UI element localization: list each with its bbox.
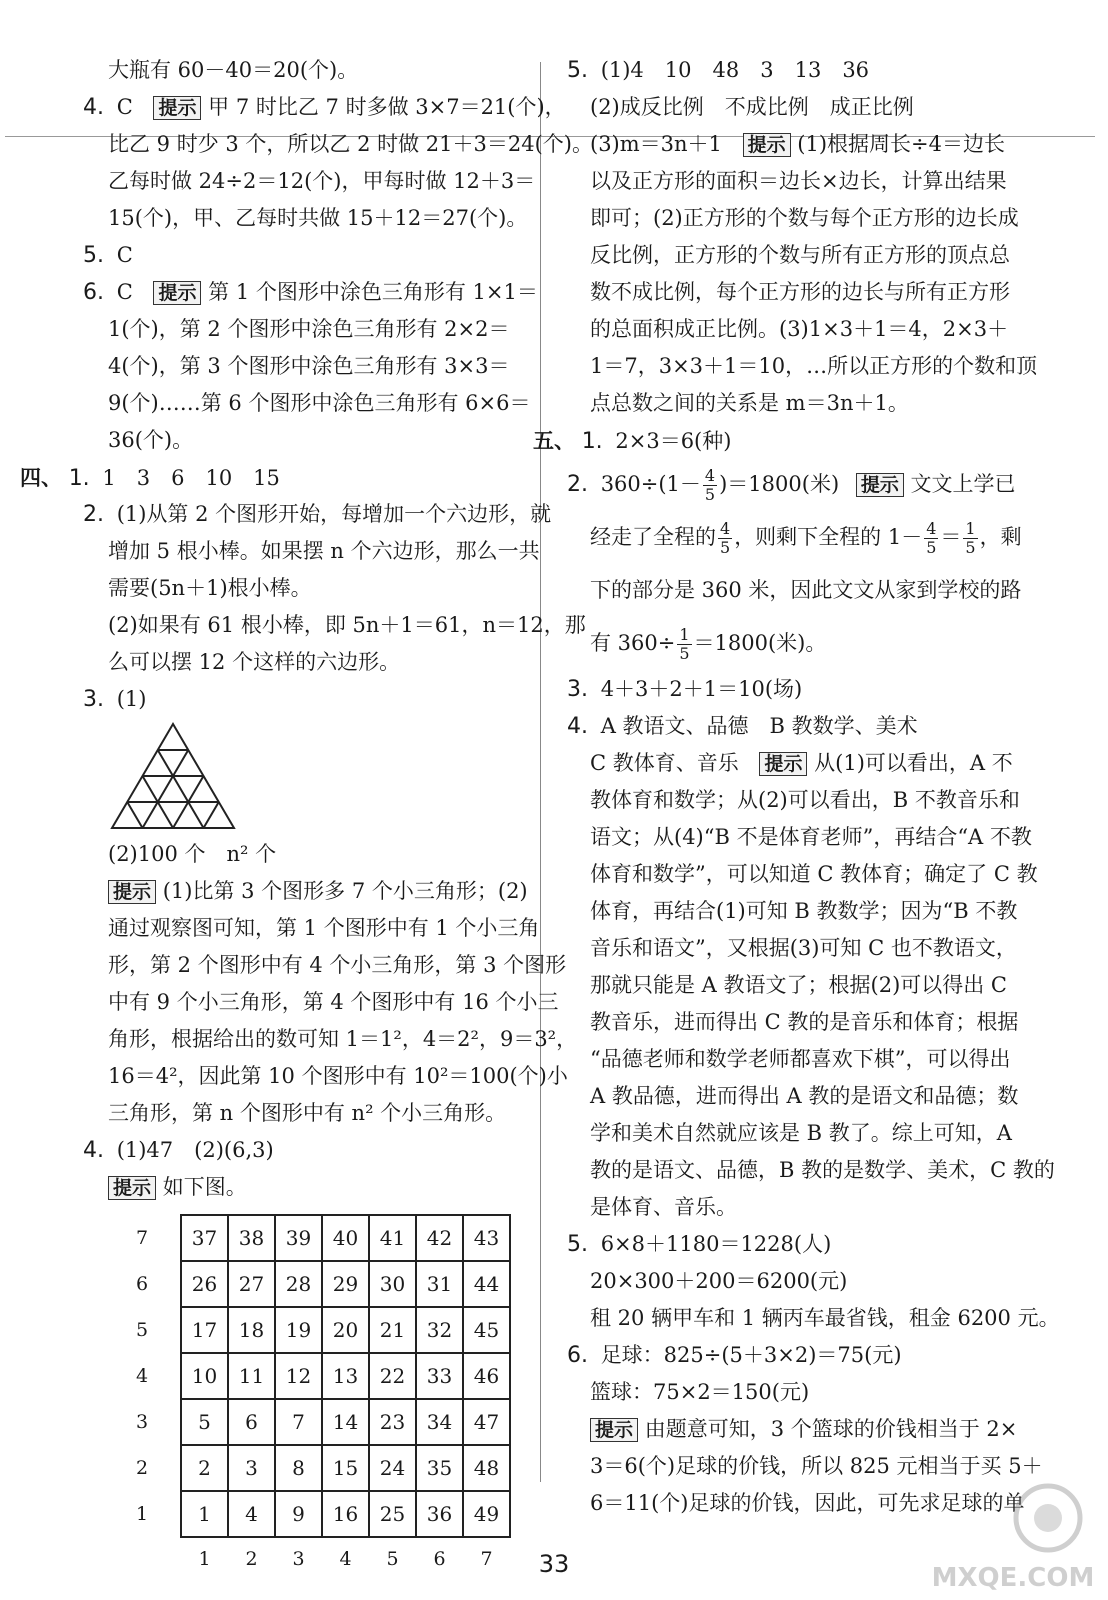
text-part: ，剩 bbox=[979, 525, 1022, 549]
text-line: 下的部分是 360 米，因此文文从家到学校的路 bbox=[590, 578, 1022, 602]
hint-text: (1)根据周长÷4＝边长 bbox=[797, 132, 1005, 156]
text-line: 6×8＋1180＝1228(人) bbox=[600, 1232, 832, 1256]
grid-cell: 17 bbox=[181, 1307, 228, 1353]
grid-cell: 23 bbox=[369, 1399, 416, 1445]
text-line: 即可；(2)正方形的个数与每个正方形的边长成 bbox=[590, 206, 1019, 230]
grid-cell: 46 bbox=[463, 1353, 510, 1399]
grid-cell: 14 bbox=[322, 1399, 369, 1445]
text-part: ＝ bbox=[940, 525, 962, 549]
grid-cell: 4 bbox=[228, 1491, 275, 1537]
hint-label: 提示 bbox=[108, 1176, 156, 1200]
hint-text: 第 1 个图形中涂色三角形有 1×1＝ bbox=[208, 280, 538, 304]
grid-row bbox=[136, 1491, 510, 1537]
hint-label: 提示 bbox=[856, 473, 904, 497]
question-number: 2. bbox=[567, 472, 588, 497]
answer-5-4 bbox=[567, 708, 1057, 745]
text-line: 体育，再结合(1)可知 B 教数学；因为“B 不教 bbox=[590, 899, 1018, 923]
grid-cell: 16 bbox=[322, 1491, 369, 1537]
grid-cell: 20 bbox=[322, 1307, 369, 1353]
text-line: 比乙 9 时少 3 个，所以乙 2 时做 21＋3＝24(个)。 bbox=[108, 132, 593, 156]
question-number: 4. bbox=[83, 95, 104, 120]
answer-5-6 bbox=[567, 1337, 1057, 1374]
grid-cell: 38 bbox=[228, 1215, 275, 1261]
text-line: (3)m＝3n＋1 bbox=[590, 132, 722, 156]
text-line: 租 20 辆甲车和 1 辆丙车最省钱，租金 6200 元。 bbox=[590, 1306, 1060, 1330]
formula-part: 360÷(1－ bbox=[600, 472, 701, 496]
grid-cell: 5 bbox=[181, 1399, 228, 1445]
text-line: 体育和数学”，可以知道 C 教体育；确定了 C 教 bbox=[590, 862, 1038, 886]
grid-row bbox=[136, 1445, 510, 1491]
question-number: 1. bbox=[68, 466, 90, 491]
text-line: 么可以摆 12 个这样的六边形。 bbox=[108, 650, 401, 674]
text-line: 增加 5 根小棒。如果摆 n 个六边形，那么一共 bbox=[108, 539, 540, 563]
hint-label: 提示 bbox=[153, 96, 201, 120]
grid-cell: 36 bbox=[416, 1491, 463, 1537]
x-axis-label: 4 bbox=[339, 1548, 352, 1570]
text-line: 15(个)，甲、乙每时共做 15＋12＝27(个)。 bbox=[108, 206, 528, 230]
question-number: 4. bbox=[83, 1138, 104, 1163]
hint-label: 提示 bbox=[590, 1418, 638, 1442]
text-part: ，则剩下全程的 1－ bbox=[734, 525, 923, 549]
text-line: (2)100 个 n² 个 bbox=[108, 842, 277, 866]
answer-text: 4＋3＋2＋1＝10(场) bbox=[600, 677, 803, 701]
text-part: ＝1800(米)。 bbox=[693, 631, 827, 655]
text-line: 教体育和数学；从(2)可以看出，B 不教音乐和 bbox=[590, 788, 1020, 812]
fraction-4-5: $\frac{4}{5}$ bbox=[720, 519, 731, 557]
hint-line bbox=[567, 126, 1057, 163]
grid-cell: 47 bbox=[463, 1399, 510, 1445]
section-five bbox=[533, 422, 1057, 459]
grid-cell: 33 bbox=[416, 1353, 463, 1399]
y-axis-label: 4 bbox=[136, 1364, 149, 1387]
grid-cell: 45 bbox=[463, 1307, 510, 1353]
grid-cell: 7 bbox=[275, 1399, 322, 1445]
grid-cell: 2 bbox=[181, 1445, 228, 1491]
grid-row bbox=[136, 1307, 510, 1353]
grid-row bbox=[136, 1399, 510, 1445]
question-number: 3. bbox=[83, 687, 104, 712]
question-number: 3. bbox=[567, 677, 588, 702]
y-axis-label: 6 bbox=[136, 1272, 149, 1295]
text-line: 那就只能是 A 教语文了；根据(2)可以得出 C bbox=[590, 973, 1008, 997]
grid-cell: 12 bbox=[275, 1353, 322, 1399]
section-label: 五、 bbox=[533, 428, 575, 453]
grid-cell: 37 bbox=[181, 1215, 228, 1261]
grid-cell: 8 bbox=[275, 1445, 322, 1491]
right-column bbox=[533, 52, 1060, 1522]
left-column bbox=[20, 52, 593, 1581]
grid-cell: 15 bbox=[322, 1445, 369, 1491]
question-number: 5. bbox=[83, 243, 104, 268]
fraction-1-5: $\frac{1}{5}$ bbox=[679, 625, 690, 663]
text-line: 中有 9 个小三角形，第 4 个图形中有 16 个小三 bbox=[108, 990, 559, 1014]
y-axis-label: 5 bbox=[136, 1318, 149, 1341]
question-number: 5. bbox=[567, 1232, 588, 1257]
text-line: (1)从第 2 个图形开始，每增加一个六边形，就 bbox=[116, 502, 552, 526]
text-line: 通过观察图可知，第 1 个图形中有 1 个小三角 bbox=[108, 916, 540, 940]
answer-5 bbox=[60, 237, 530, 274]
x-axis-label: 2 bbox=[245, 1548, 258, 1570]
grid-cell: 24 bbox=[369, 1445, 416, 1491]
answer-6 bbox=[60, 274, 538, 311]
text-line: 形，第 2 个图形中有 4 个小三角形，第 3 个图形 bbox=[108, 953, 567, 977]
grid-cell: 26 bbox=[181, 1261, 228, 1307]
grid-cell: 40 bbox=[322, 1215, 369, 1261]
text-line: 4(个)，第 3 个图形中涂色三角形有 3×3＝ bbox=[108, 354, 510, 378]
section-four bbox=[20, 459, 530, 496]
question-number: 4. bbox=[567, 714, 588, 739]
y-axis-label: 3 bbox=[136, 1410, 149, 1433]
grid-cell: 41 bbox=[369, 1215, 416, 1261]
hint-label: 提示 bbox=[759, 752, 807, 776]
formula-part: )＝1800(米) bbox=[719, 472, 840, 496]
text-line: 20×300＋200＝6200(元) bbox=[590, 1269, 848, 1293]
answer-text: 1 3 6 10 15 bbox=[102, 466, 280, 490]
text-line: 需要(5n＋1)根小棒。 bbox=[108, 576, 312, 600]
grid-cell: 1 bbox=[181, 1491, 228, 1537]
grid-cell: 13 bbox=[322, 1353, 369, 1399]
text-line: 的总面积成正比例。(3)1×3＋1＝4，2×3＋ bbox=[590, 317, 1009, 341]
answer-choice: C bbox=[116, 243, 133, 267]
text-line: (1) bbox=[116, 687, 147, 711]
x-axis-label: 6 bbox=[433, 1548, 446, 1570]
grid-cell: 19 bbox=[275, 1307, 322, 1353]
hint-text: 由题意可知，3 个篮球的价钱相当于 2× bbox=[644, 1417, 1018, 1441]
text-line: 篮球：75×2＝150(元) bbox=[590, 1380, 810, 1404]
fraction-line bbox=[567, 509, 1057, 565]
text-line: 教音乐，进而得出 C 教的是音乐和体育；根据 bbox=[590, 1010, 1019, 1034]
grid-cell: 30 bbox=[369, 1261, 416, 1307]
x-axis-label: 7 bbox=[480, 1548, 493, 1570]
y-axis-label: 7 bbox=[136, 1226, 149, 1249]
hint-line bbox=[60, 873, 530, 910]
fraction-4-5: $\frac{4}{5}$ bbox=[926, 519, 937, 557]
answer-4-2 bbox=[60, 496, 552, 533]
page-number: 33 bbox=[538, 1550, 570, 1578]
text-line: 角形，根据给出的数可知 1＝1²，4＝2²，9＝3²， bbox=[108, 1027, 578, 1051]
grid-cell: 32 bbox=[416, 1307, 463, 1353]
grid-cell: 31 bbox=[416, 1261, 463, 1307]
grid-cell: 9 bbox=[275, 1491, 322, 1537]
text-line: 点总数之间的关系是 m＝3n＋1。 bbox=[590, 391, 909, 415]
hint-text: 甲 7 时比乙 7 时多做 3×7＝21(个)， bbox=[208, 95, 566, 119]
text-line: 6＝11(个)足球的价钱，因此，可先求足球的单 bbox=[590, 1491, 1025, 1515]
answer-4 bbox=[60, 89, 566, 126]
question-number: 5. bbox=[567, 58, 588, 83]
text-line: 36(个)。 bbox=[108, 428, 194, 452]
grid-row bbox=[136, 1353, 510, 1399]
grid-cell: 29 bbox=[322, 1261, 369, 1307]
grid-cell: 6 bbox=[228, 1399, 275, 1445]
question-number: 6. bbox=[567, 1343, 588, 1368]
text-line: 3＝6(个)足球的价钱，所以 825 元相当于买 5＋ bbox=[590, 1454, 1043, 1478]
question-number: 2. bbox=[83, 502, 104, 527]
answer-5-2 bbox=[567, 459, 1057, 509]
grid-cell: 39 bbox=[275, 1215, 322, 1261]
answer-choice: C bbox=[116, 280, 133, 304]
fraction-1-5: $\frac{1}{5}$ bbox=[965, 519, 976, 557]
answer-5-5 bbox=[567, 1226, 1057, 1263]
text-line: A 教品德，进而得出 A 教的是语文和品德；数 bbox=[590, 1084, 1019, 1108]
text-part: 经走了全程的 bbox=[590, 525, 716, 549]
column-divider bbox=[540, 62, 541, 1482]
watermark-text: MXQE.COM bbox=[931, 1563, 1095, 1593]
hint-text: (1)比第 3 个图形多 7 个小三角形；(2) bbox=[162, 879, 528, 903]
number-grid bbox=[136, 1214, 511, 1581]
text-line: 学和美术自然就应该是 B 教了。综上可知，A bbox=[590, 1121, 1012, 1145]
hint-line bbox=[567, 745, 1057, 782]
text-line: 以及正方形的面积＝边长×边长，计算出结果 bbox=[590, 169, 1007, 193]
hint-text: 文文上学已 bbox=[910, 472, 1016, 496]
y-axis-label: 1 bbox=[136, 1502, 149, 1525]
text-part: 有 360÷ bbox=[590, 631, 676, 655]
section-label: 四、 bbox=[20, 465, 62, 490]
watermark-logo bbox=[928, 1478, 1098, 1596]
text-line: 16＝4²，因此第 10 个图形中有 10²＝100(个)小 bbox=[108, 1064, 568, 1088]
text-line: A 教语文、品德 B 教数学、美术 bbox=[600, 714, 918, 738]
text-line: (1)4 10 48 3 13 36 bbox=[600, 58, 870, 82]
text-line: 教的是语文、品德，B 教的是数学、美术，C 教的 bbox=[590, 1158, 1055, 1182]
text-line: 9(个)……第 6 个图形中涂色三角形有 6×6＝ bbox=[108, 391, 531, 415]
hint-label: 提示 bbox=[153, 281, 201, 305]
grid-cell: 11 bbox=[228, 1353, 275, 1399]
answer-4-4 bbox=[60, 1132, 530, 1169]
x-axis-label: 3 bbox=[292, 1548, 305, 1570]
grid-cell: 18 bbox=[228, 1307, 275, 1353]
x-axis-label: 1 bbox=[198, 1548, 211, 1570]
grid-cell: 27 bbox=[228, 1261, 275, 1307]
fraction-line bbox=[567, 615, 1057, 671]
text-line: 大瓶有 60－40＝20(个)。 bbox=[108, 58, 359, 82]
hint-text: 如下图。 bbox=[162, 1175, 247, 1199]
grid-row bbox=[136, 1261, 510, 1307]
grid-cell: 28 bbox=[275, 1261, 322, 1307]
grid-cell: 22 bbox=[369, 1353, 416, 1399]
text-line: (2)如果有 61 根小棒，即 5n＋1＝61，n＝12，那 bbox=[108, 613, 586, 637]
grid-cell: 43 bbox=[463, 1215, 510, 1261]
text-line: 1＝7，3×3＋1＝10，…所以正方形的个数和顶 bbox=[590, 354, 1038, 378]
text-line: (2)成反比例 不成比例 成正比例 bbox=[590, 95, 914, 119]
hint-line bbox=[567, 1411, 1057, 1448]
grid-cell: 21 bbox=[369, 1307, 416, 1353]
text-line: “品德老师和数学老师都喜欢下棋”，可以得出 bbox=[590, 1047, 1011, 1071]
hint-label: 提示 bbox=[743, 133, 791, 157]
text-line: C 教体育、音乐 bbox=[590, 751, 739, 775]
text-line: 1(个)，第 2 个图形中涂色三角形有 2×2＝ bbox=[108, 317, 510, 341]
y-axis-label: 2 bbox=[136, 1456, 149, 1479]
watermark-dot bbox=[1034, 1504, 1062, 1532]
grid-cell: 25 bbox=[369, 1491, 416, 1537]
grid-cell: 42 bbox=[416, 1215, 463, 1261]
text-line: 三角形，第 n 个图形中有 n² 个小三角形。 bbox=[108, 1101, 507, 1125]
text-line: 是体育、音乐。 bbox=[590, 1195, 737, 1219]
answer-choice: C bbox=[116, 95, 133, 119]
text-line: 音乐和语文”，又根据(3)可知 C 也不教语文， bbox=[590, 936, 1017, 960]
answer-text: 2×3＝6(种) bbox=[615, 429, 732, 453]
text-line: 数不成比例，每个正方形的边长与所有正方形 bbox=[590, 280, 1010, 304]
grid-cell: 44 bbox=[463, 1261, 510, 1307]
question-number: 6. bbox=[83, 280, 104, 305]
grid-cell: 48 bbox=[463, 1445, 510, 1491]
answer-5-3 bbox=[567, 671, 1057, 708]
text-line: (1)47 (2)(6,3) bbox=[116, 1138, 274, 1162]
hint-text: 从(1)可以看出，A 不 bbox=[814, 751, 1013, 775]
grid-cell: 3 bbox=[228, 1445, 275, 1491]
hint-label: 提示 bbox=[108, 880, 156, 904]
text-line: 语文；从(4)“B 不是体育老师”，再结合“A 不教 bbox=[590, 825, 1032, 849]
text-line: 反比例，正方形的个数与所有正方形的顶点总 bbox=[590, 243, 1010, 267]
grid-cell: 49 bbox=[463, 1491, 510, 1537]
text-line: 足球：825÷(5＋3×2)＝75(元) bbox=[600, 1343, 902, 1367]
text-line: 乙每时做 24÷2＝12(个)，甲每时做 12＋3＝ bbox=[108, 169, 536, 193]
grid-cell: 34 bbox=[416, 1399, 463, 1445]
hint-line bbox=[60, 1169, 530, 1206]
grid-row bbox=[136, 1215, 510, 1261]
x-axis-label: 5 bbox=[386, 1548, 399, 1570]
fraction-4-5: $\frac{4}{5}$ bbox=[704, 466, 716, 504]
question-number: 1. bbox=[581, 429, 603, 454]
grid-cell: 10 bbox=[181, 1353, 228, 1399]
answer-4-3 bbox=[60, 681, 530, 718]
grid-cell: 35 bbox=[416, 1445, 463, 1491]
triangle-figure bbox=[108, 722, 238, 832]
answer-r5 bbox=[567, 52, 1057, 89]
